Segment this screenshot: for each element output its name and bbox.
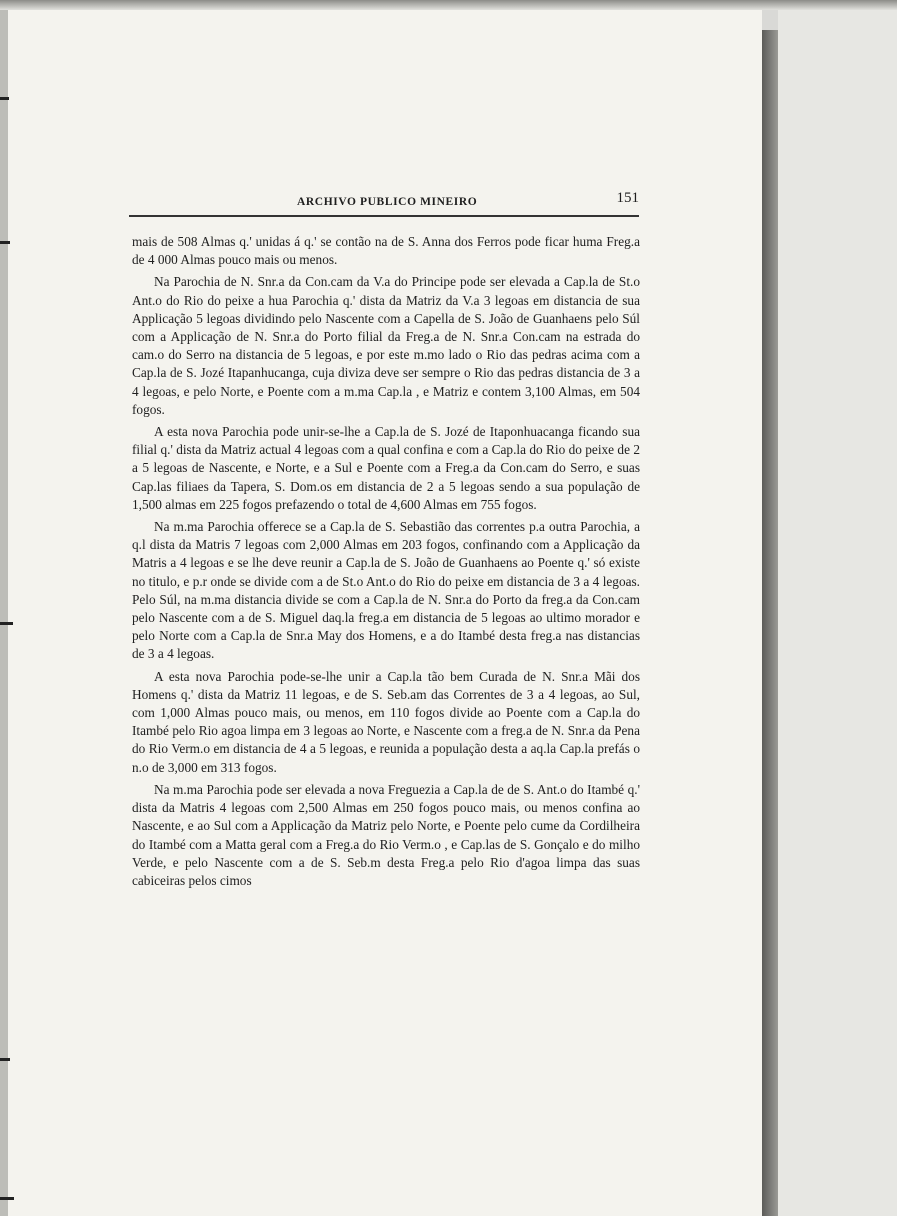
paragraph: Na m.ma Parochia offerece se a Cap.la de S. Sebastião das correntes p.a outra Parochia, a q.l dista da Matris 7 legoas com 2,000 Almas em 203 fogos, confinando com a Applicação da Matris a 4 legoas e se lhe deve reunir a Cap.la de S. João de Guanhaens ao Poente q.' só existe no titulo, e p.r onde se divide com a de St.o Ant.o do Rio do peixe em distancia de 3 a 4 legoas. Pelo Súl, na m.ma distancia divide se com a Cap.la de N. Snr.a do Porto da freg.a da Con.cam pelo Nascente com a de S. Miguel daq.la freg.a em distancia de 5 legoas ao ultimo morador e pelo Norte com a Cap.la de Snr.a May dos Homens, e a do Itambé desta freg.a nas distancias de 3 a 4 legoas.	[132, 519, 640, 662]
body-text	[132, 233, 640, 894]
header-rule	[129, 215, 639, 217]
scan-top-shadow	[0, 0, 897, 10]
running-title: ARCHIVO PUBLICO MINEIRO	[297, 196, 478, 208]
paragraph: Na m.ma Parochia pode ser elevada a nova Freguezia a Cap.la de de S. Ant.o do Itambé q.' dista da Matris 4 legoas com 2,500 Almas em 250 fogos pouco mais, ou menos confina ao Nascente, e ao Sul com a Applicação da Matriz pelo Norte, e Poente pelo cume da Cordilheira do Itambé com a Matta geral com a Freg.a do Rio Verm.o , e Cap.las de S. Gonçalo e do milho Verde, e pelo Nascente com a de S. Seb.m desta Freg.a pelo Rio d'agoa limpa das suas cabiceiras pelos cimos	[132, 781, 640, 888]
scan-mark	[0, 622, 13, 625]
scan-mark	[0, 97, 9, 100]
scan-right-margin	[778, 0, 897, 1216]
page-number: 151	[616, 190, 639, 206]
scan-mark	[0, 1197, 14, 1200]
scan-mark	[0, 241, 10, 244]
paragraph: mais de 508 Almas q.' unidas á q.' se contão na de S. Anna dos Ferros pode ficar huma Freg.a de 4 000 Almas pouco mais ou menos.	[132, 234, 640, 268]
page-edge-shadow	[762, 30, 778, 1216]
scan-left-margin	[0, 0, 8, 1216]
paragraph: A esta nova Parochia pode unir-se-lhe a Cap.la de S. Jozé de Itaponhuacanga ficando sua filial q.' dista da Matriz actual 4 legoas com a qual confina e com a Cap.la do Rio do peixe de 2 a 5 legoas de Nascente, e Norte, e a Sul e Poente com a Freg.a da Con.cam do Serro, e suas Cap.las filiaes da Tapera, S. Dom.os em distancia de 2 a 5 legoas sendo a sua população de 1,500 almas em 225 fogos prefazendo o total de 4,600 Almas em 755 fogos.	[132, 424, 640, 512]
paragraph: A esta nova Parochia pode-se-lhe unir a Cap.la tão bem Curada de N. Snr.a Mãi dos Homens q.' dista da Matriz 11 legoas, e de S. Seb.am das Correntes de 3 a 4 legoas, ao Sul, com 1,000 Almas pouco mais, ou menos, em 110 fogos divide ao Poente com a Cap.la do Itambé pelo Rio agoa limpa em 3 legoas ao Norte, e Nascente com a freg.a de N. Snr.a da Pena do Rio Verm.o em distancia de 4 a 5 legoas, e reunida a população desta a aq.la Cap.la prefás o n.o de 3,000 em 313 fogos.	[132, 668, 640, 775]
scan-mark	[0, 1058, 10, 1061]
paragraph: Na Parochia de N. Snr.a da Con.cam da V.a do Principe pode ser elevada a Cap.la de St.o Ant.o do Rio do peixe a hua Parochia q.' dista da Matriz da V.a 3 legoas em distancia de sua Applicação 5 legoas dividindo pelo Nascente com a Capella de S. João de Guanhaens pelo Súl com a Applicação de N. Snr.a do Porto filial da Freg.a de N. Snr.a Con.cam na estrada do cam.o do Serro na distancia de 5 legoas, e por este m.mo lado o Rio das pedras acima com a Cap.la de S. Jozé Itapanhucanga, cuja diviza deve ser sempre o Rio das pedras distancia de 3 a 4 legoas, e pelo Norte, e Poente com a m.ma Cap.la , e Matriz e contem 3,100 Almas, em 504 fogos.	[132, 274, 640, 417]
page-header	[129, 190, 639, 214]
